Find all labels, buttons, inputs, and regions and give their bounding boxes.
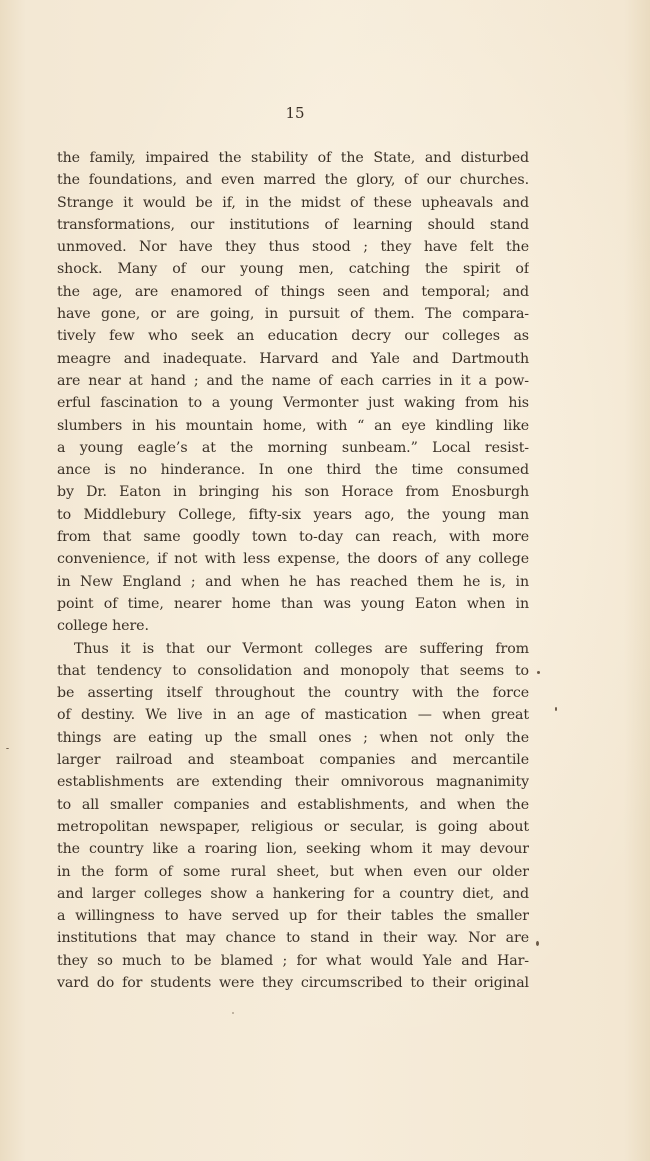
text-line: point of time, nearer home than was young Eaton when in (57, 595, 529, 612)
text-line: from that same goodly town to-day can reach, with more (57, 529, 529, 546)
text-line: vard do for students were they circumscribed to their original (57, 974, 529, 991)
text-line: slumbers in his mountain home, with “ an eye kindling like (57, 417, 529, 434)
text-line: the foundations, and even marred the glory, of our churches. (57, 172, 529, 189)
page-number: 15 (285, 104, 305, 122)
ink-speck (6, 748, 9, 749)
ink-speck (555, 707, 557, 711)
text-line: of destiny. We live in an age of mastication — when great (57, 707, 529, 724)
text-line: to all smaller companies and establishments, and when the (57, 796, 529, 813)
text-line: are near at hand ; and the name of each carries in it a pow- (57, 372, 529, 389)
text-line: be asserting itself throughout the country with the force (57, 685, 529, 702)
text-line: the country like a roaring lion, seeking whom it may devour (57, 841, 529, 858)
ink-speck (537, 671, 540, 674)
text-line: have gone, or are going, in pursuit of them. The compara- (57, 306, 529, 323)
text-line: in the form of some rural sheet, but when even our older (57, 863, 529, 880)
text-line: erful fascination to a young Vermonter just waking from his (57, 395, 529, 412)
text-line: a young eagle’s at the morning sunbeam.” Local resist- (57, 439, 529, 456)
text-line: larger railroad and steamboat companies and mercantile (57, 752, 529, 769)
text-line: metropolitan newspaper, religious or secular, is going about (57, 818, 529, 835)
text-line: and larger colleges show a hankering for a country diet, and (57, 885, 529, 902)
text-line: they so much to be blamed ; for what would Yale and Har- (57, 952, 529, 969)
text-line: Strange it would be if, in the midst of these upheavals and (57, 194, 529, 211)
text-line: transformations, our institutions of learning should stand (57, 216, 529, 233)
text-line: Thus it is that our Vermont colleges are suffering from (74, 640, 529, 657)
text-line: to Middlebury College, fifty-six years ago, the young man (57, 506, 529, 523)
text-line: convenience, if not with less expense, the doors of any college (57, 551, 529, 568)
text-line: meagre and inadequate. Harvard and Yale and Dartmouth (57, 350, 529, 367)
text-line: institutions that may chance to stand in their way. Nor are (57, 930, 529, 947)
text-line: establishments are extending their omnivorous magnanimity (57, 774, 529, 791)
text-line: things are eating up the small ones ; when not only the (57, 729, 529, 746)
body-text (57, 147, 529, 994)
text-line: a willingness to have served up for their tables the smaller (57, 908, 529, 925)
text-line: the age, are enamored of things seen and temporal; and (57, 283, 529, 300)
text-line: shock. Many of our young men, catching the spirit of (57, 261, 529, 278)
ink-speck (232, 1012, 234, 1014)
text-line: tively few who seek an education decry our colleges as (57, 328, 529, 345)
text-line: unmoved. Nor have they thus stood ; they have felt the (57, 239, 529, 256)
text-line: in New England ; and when he has reached them he is, in (57, 573, 529, 590)
ink-speck (536, 941, 539, 946)
text-line: the family, impaired the stability of the State, and disturbed (57, 150, 529, 166)
text-line: ance is no hinderance. In one third the time consumed (57, 462, 529, 479)
text-line: college here. (57, 618, 149, 635)
text-line: that tendency to consolidation and monopoly that seems to (57, 662, 529, 679)
text-line: by Dr. Eaton in bringing his son Horace from Enosburgh (57, 484, 529, 501)
